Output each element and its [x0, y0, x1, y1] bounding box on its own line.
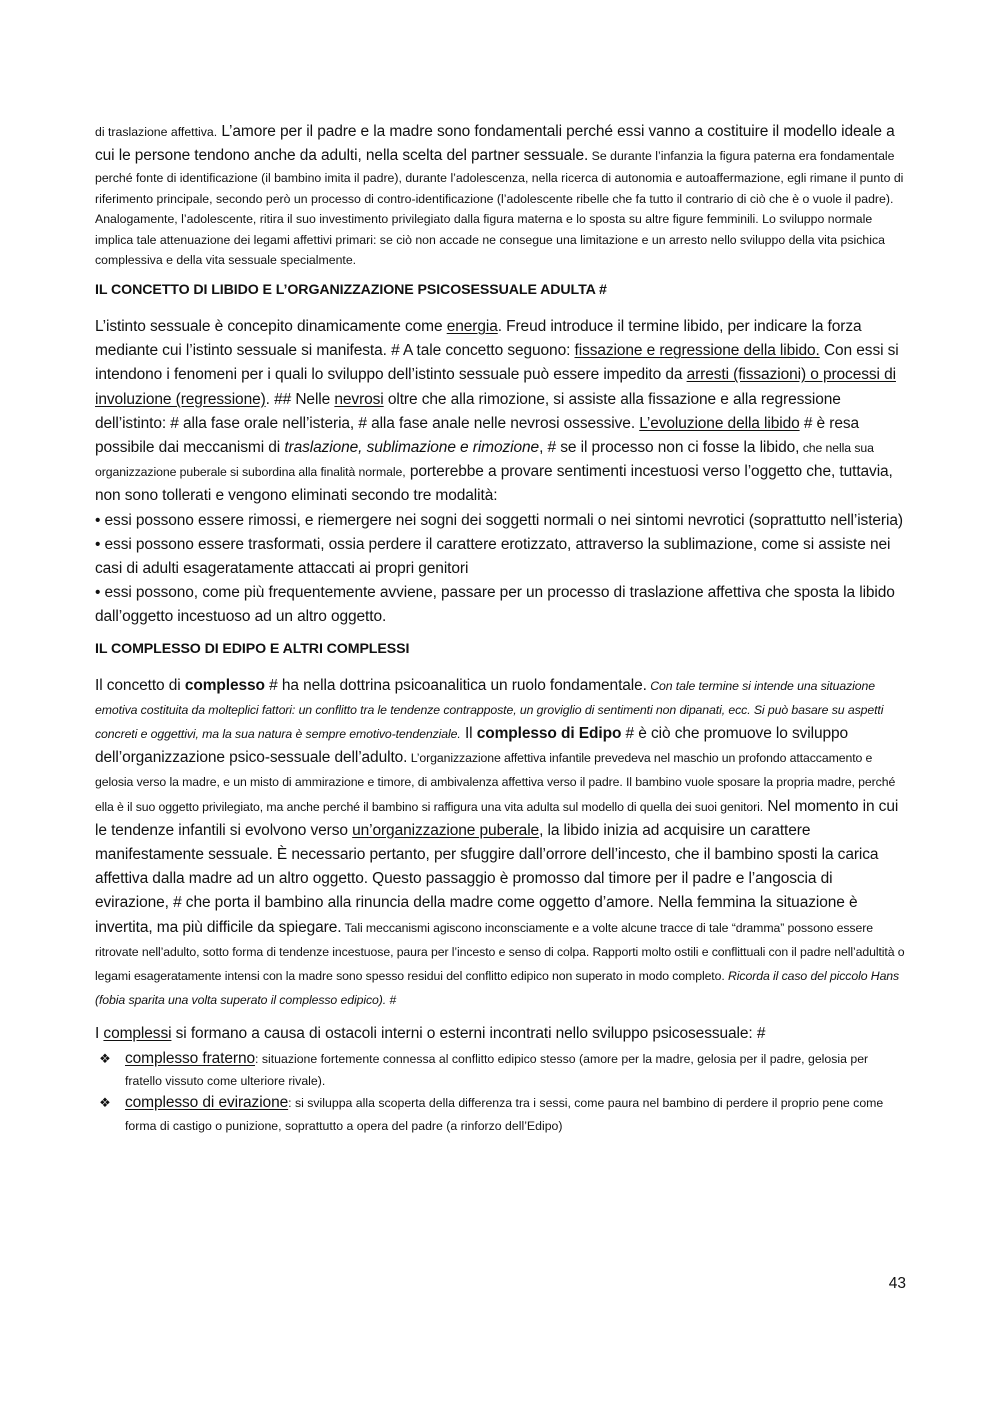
complessi-list	[95, 1047, 907, 1136]
diamond-bullet-icon: ❖	[99, 1050, 111, 1066]
text-main: Il	[460, 724, 477, 742]
italic-text-small: Ricorda il caso del piccolo Hans (fobia sparita una volta superato il complesso edipico). #	[95, 968, 900, 1008]
underlined-term: complesso di evirazione	[125, 1094, 289, 1112]
text-small: che nella sua organizzazione puberale si subordina alla finalità normale,	[95, 440, 874, 480]
underlined-term: arresti (fissazioni) o processi di involuzione (regressione)	[95, 366, 896, 408]
italic-term: traslazione, sublimazione e rimozione	[284, 438, 540, 456]
page-number: 43	[888, 1275, 906, 1292]
diamond-bullet-icon: ❖	[99, 1095, 111, 1111]
underlined-term: complessi	[103, 1025, 172, 1043]
list-item	[95, 1091, 907, 1136]
text-main: I	[95, 1025, 104, 1043]
text-main: porterebbe a provare sentimenti incestuosi verso l’oggetto che, tuttavia, non sono tollerati e vengono eliminati secondo tre modalità:	[95, 463, 893, 505]
text-small: Se durante l’infanzia la figura paterna era fondamentale perché fonte di identificazione (il bambino imita il padre), durante l’adolescenza, nella ricerca di autonomia e autoaffermazione, egli rimane il punto di riferimento principale, secondo però un processo di contro-identificazione (l’adolescente ribelle che fa tutto il contrario di ciò che è o vuole il padre). Analogamente, l’adolescente, ritira il suo investimento privilegiato dalla figura materna e lo sposta su altre figure femminili. Lo sviluppo normale implica tale attenuazione dei legami affettivi primari: se ciò non accade ne consegue una limitazione e un arresto nello sviluppo della vita psichica complessiva e della vita sessuale specialmente.	[95, 149, 904, 268]
text-main: # è resa possibile dai meccanismi di	[95, 414, 860, 456]
text-main: Con essi si intendono i fenomeni per i quali lo sviluppo dell’istinto sessuale può essere impedito da	[95, 342, 899, 384]
underlined-term: energia	[446, 317, 498, 335]
paragraph-traslazione	[95, 120, 907, 271]
bullet-item: • essi possono essere trasformati, ossia perdere il carattere erotizzato, attraverso la sublimazione, come si assiste nei casi di adulti esageratamente attaccati ai propri genitori	[95, 535, 891, 577]
underlined-term: fissazione e regressione della libido.	[574, 342, 820, 360]
text-main: L’istinto sessuale è concepito dinamicamente come	[95, 317, 447, 335]
underlined-term: complesso fraterno	[125, 1049, 256, 1067]
section-heading-edipo: IL COMPLESSO DI EDIPO E ALTRI COMPLESSI	[95, 640, 410, 657]
text-main: L’amore per il padre e la madre sono fondamentali perché essi vanno a costituire il modello ideale a cui le persone tendono anche da adulti, nella scelta del partner sessuale.	[95, 123, 895, 165]
text-main: , la libido inizia ad acquisire un carattere manifestamente sessuale. È necessario pertanto, per sfuggire dall’orrore dell’incesto, che il bambino sposti la carica affettiva dalla madre ad un altro oggetto. Questo passaggio è promosso dal timore per il padre e l’angoscia di evirazione, # che porta il bambino alla rinuncia della madre come oggetto d’amore. Nella femmina la situazione è invertita, ma più difficile da spiegare.	[95, 821, 879, 936]
text-main: . Freud introduce il termine libido, per indicare la forza mediante cui l’istinto sessuale si manifesta. # A tale concetto seguono:	[95, 317, 862, 360]
italic-text-small: Con tale termine si intende una situazione emotiva costituita da molteplici fattori: un conflitto tra le tendenze contrapposte, un groviglio di sentimenti non dipanati, ecc. Si può basare su aspetti concreti e oggettivi, ma la sua natura è sempre emotivo-tendenziale.	[95, 678, 884, 741]
text-main: Nel momento in cui le tendenze infantili si evolvono verso	[95, 797, 899, 839]
text-main: . ## Nelle	[265, 390, 335, 408]
bold-term: complesso di Edipo	[476, 724, 622, 742]
text-small: : si sviluppa alla scoperta della differenza tra i sessi, come paura nel bambino di perdere il proprio pene come forma di castigo o punizione, soprattutto a opera del padre (a rinforzo dell’Edipo)	[125, 1096, 884, 1133]
text-small: di traslazione affettiva.	[95, 125, 218, 139]
underlined-term: un’organizzazione puberale	[352, 821, 540, 839]
bullet-item: • essi possono essere rimossi, e riemergere nei sogni dei soggetti normali o nei sintomi nevrotici (soprattutto nell’isteria)	[95, 511, 903, 529]
paragraph-libido	[95, 315, 907, 630]
text-small: L’organizzazione affettiva infantile prevedeva nel maschio un profondo attaccamento e gelosia verso la madre, e un misto di ammirazione e timore, di ambivalenza affettiva verso il padre. Il bambino vuole sposare la propria madre, perché ella è il suo oggetto privilegiato, ma anche perché il bambino si raffigura una vita adulta sul modello di quella dei suoi genitori.	[95, 751, 896, 814]
bold-term: complesso	[184, 676, 265, 694]
text-main: # ha nella dottrina psicoanalitica un ruolo fondamentale.	[264, 676, 647, 694]
text-main: oltre che alla rimozione, si assiste alla fissazione e alla regressione dell’istinto: # alla fase orale nell’isteria, # alla fase anale nelle nevrosi ossessive.	[95, 390, 841, 432]
text-main: # è ciò che promuove lo sviluppo dell’organizzazione psico-sessuale dell’adulto.	[95, 724, 849, 767]
underlined-term: L’evoluzione della libido	[639, 414, 800, 432]
text-main: , # se il processo non ci fosse la libido,	[539, 438, 800, 456]
text-main: si formano a causa di ostacoli interni o esterni incontrati nello sviluppo psicosessuale: #	[171, 1025, 766, 1043]
section-heading-libido: IL CONCETTO DI LIBIDO E L’ORGANIZZAZIONE PSICOSESSUALE ADULTA #	[95, 281, 607, 298]
paragraph-complessi	[95, 1022, 907, 1046]
document-page	[95, 120, 907, 1136]
text-small: Tali meccanismi agiscono inconsciamente e a volte alcune tracce di tale “dramma” possono essere ritrovate nell’adulto, sotto forma di tendenze incestuose, paura per l’incesto e senso di colpa. Rapporti molto ostili e conflittuali con il padre nell’adultità o legami esageratamente intensi con la madre sono spesso residui del conflitto edipico non superato in modo completo.	[95, 920, 905, 983]
list-item	[95, 1047, 907, 1092]
paragraph-complesso	[95, 674, 907, 1013]
bullet-item: • essi possono, come più frequentemente avviene, passare per un processo di traslazione affettiva che sposta la libido dall’oggetto incestuoso ad un altro oggetto.	[95, 584, 895, 626]
text-small: : situazione fortemente connessa al conflitto edipico stesso (amore per la madre, gelosia per il padre, gelosia per fratello vissuto come ulteriore rivale).	[125, 1051, 869, 1088]
text-main: Il concetto di	[95, 676, 185, 694]
underlined-term: nevrosi	[334, 390, 384, 408]
